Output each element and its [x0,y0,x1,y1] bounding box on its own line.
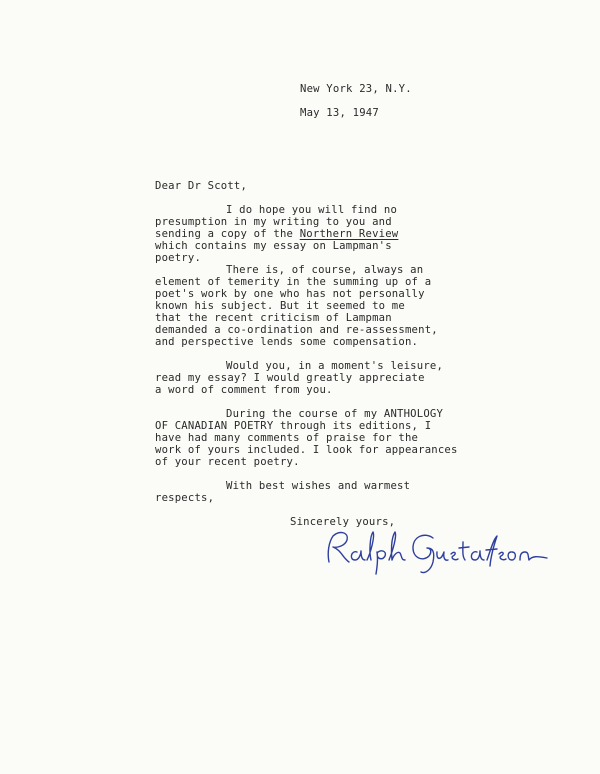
journal-title: Northern Review [299,228,399,240]
paragraph-4-line-4: work of yours included. I look for appearances [155,444,458,456]
paragraph-2-line-5: that the recent criticism of Lampman [155,312,392,324]
closing-line-1: With best wishes and warmest [226,480,411,492]
paragraph-2-line-6: demanded a co-ordination and re-assessment, [155,324,438,336]
paragraph-4-line-2: OF CANADIAN POETRY through its editions, I [155,420,432,432]
paragraph-4-line-1: During the course of my ANTHOLOGY [226,408,444,420]
date-line: May 13, 1947 [300,107,379,119]
signoff: Sincerely yours, [290,516,396,528]
paragraph-2-line-7: and perspective lends some compensation. [155,336,419,348]
paragraph-2-line-2: element of temerity in the summing up of a [155,276,432,288]
paragraph-1-line-4: which contains my essay on Lampman's [155,240,392,252]
paragraph-4-line-5: of your recent poetry. [155,456,300,468]
paragraph-3-line-3: a word of comment from you. [155,384,333,396]
paragraph-2-line-4: known his subject. But it seemed to me [155,300,405,312]
address-line: New York 23, N.Y. [300,83,412,95]
paragraph-4-line-3: have had many comments of praise for the [155,432,419,444]
closing-line-2: respects, [155,492,215,504]
paragraph-1-line-5: poetry. [155,252,202,264]
paragraph-3-line-2: read my essay? I would greatly appreciate [155,372,425,384]
paragraph-1-line-1: I do hope you will find no [226,204,398,216]
paragraph-2-line-3: poet's work by one who has not personally [155,288,425,300]
paragraph-3-line-1: Would you, in a moment's leisure, [226,360,444,372]
paragraph-2-line-1: There is, of course, always an [226,264,424,276]
salutation: Dear Dr Scott, [155,180,248,192]
paragraph-1-line-3-text: sending a copy of the [155,228,300,240]
handwritten-signature [315,522,575,582]
paragraph-1-line-2: presumption in my writing to you and [155,216,392,228]
